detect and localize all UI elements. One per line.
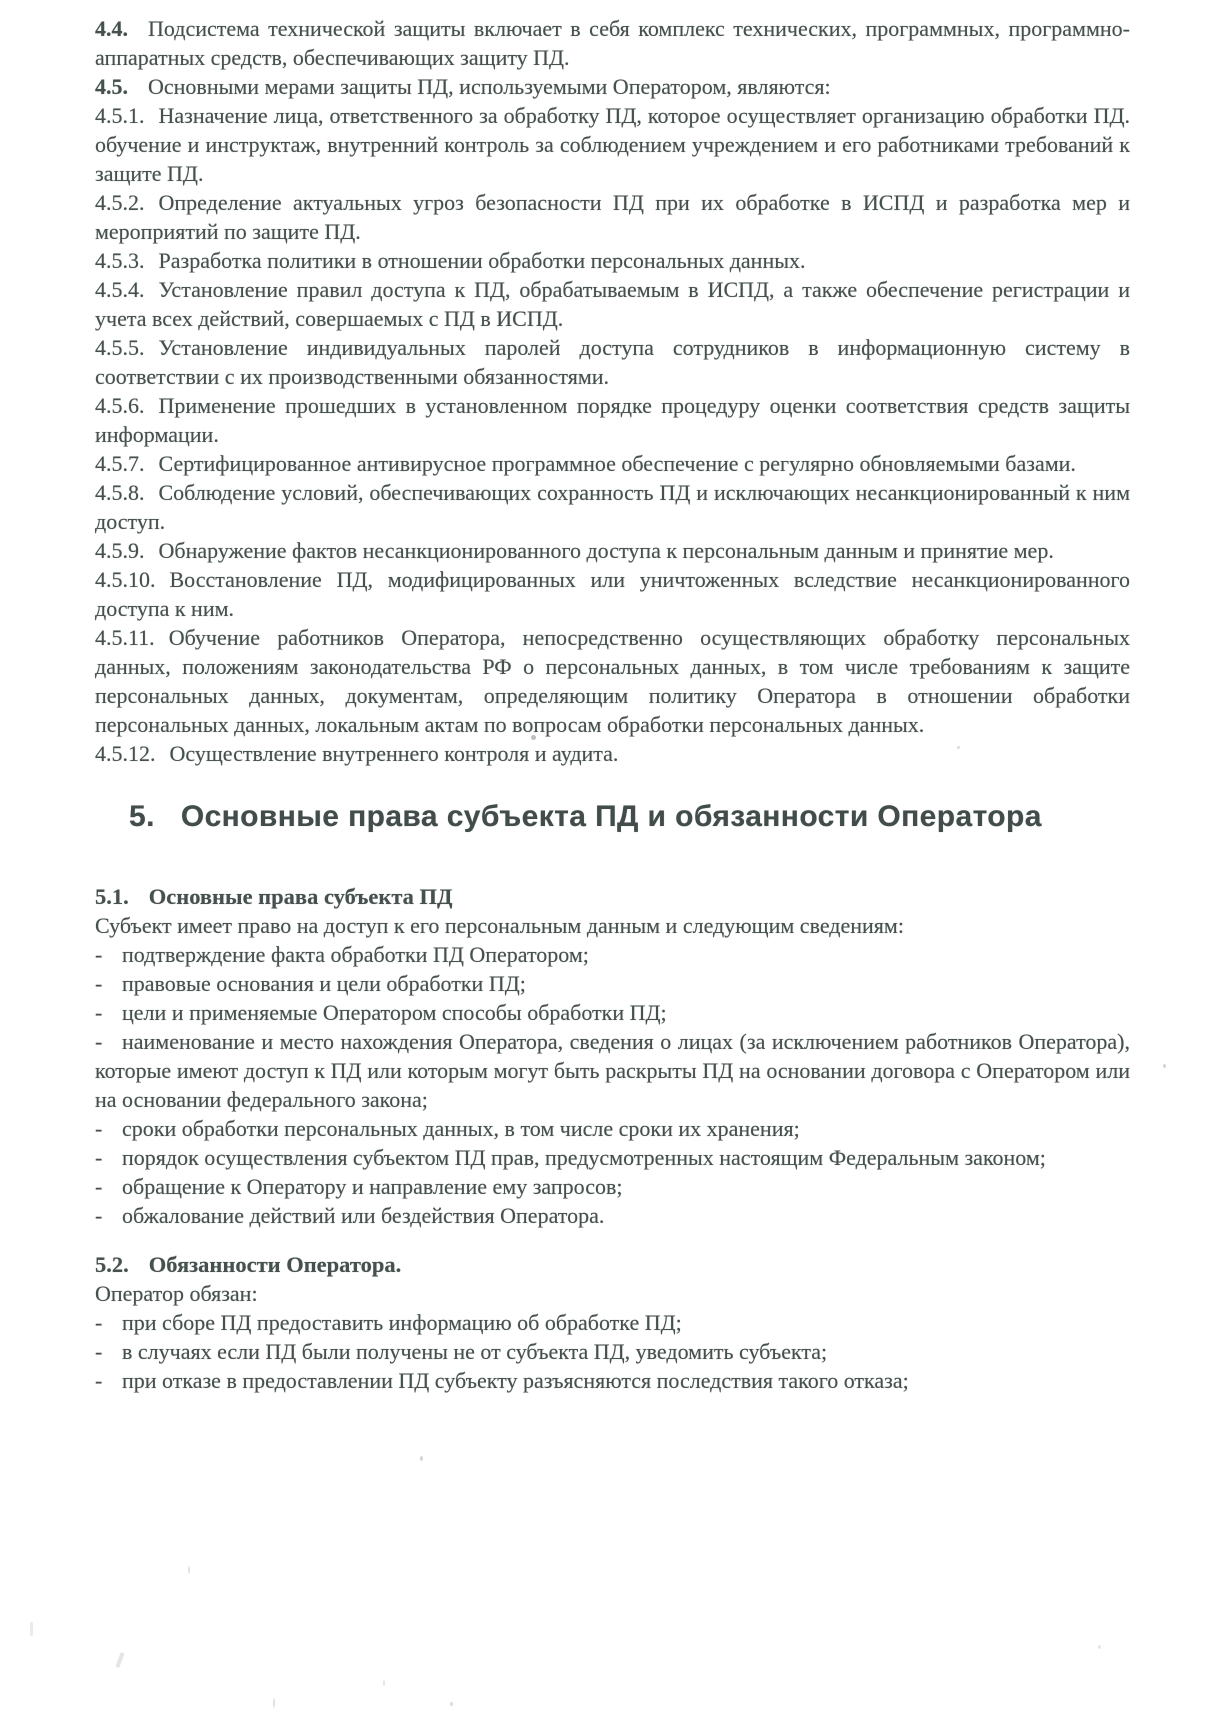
bullet-item <box>95 998 1130 1027</box>
paragraph-4-5-3 <box>95 246 1130 275</box>
bullet-item <box>95 1114 1130 1143</box>
paragraph-number: 4.5.7. <box>95 451 145 476</box>
section-5-2-bullets <box>95 1308 1130 1395</box>
bullet-text: обращение к Оператору и направление ему запросов; <box>122 1174 623 1199</box>
bullet-text: цели и применяемые Оператором способы обработки ПД; <box>122 1000 667 1025</box>
bullet-dash: - <box>95 1000 103 1025</box>
section-5-1-intro: Субъект имеет право на доступ к его персональным данным и следующим сведениям: <box>95 913 904 938</box>
bullet-dash: - <box>95 1310 103 1335</box>
section-5-1-bullets <box>95 940 1130 1230</box>
scan-artifact <box>273 1698 275 1708</box>
paragraph-text: Сертифицированное антивирусное программное обеспечение с регулярно обновляемыми базами. <box>158 451 1076 476</box>
scan-artifact <box>383 1680 385 1686</box>
scan-artifact <box>957 746 960 749</box>
bullet-item <box>95 969 1130 998</box>
bullet-text: при сборе ПД предоставить информацию об обработке ПД; <box>122 1310 682 1335</box>
paragraph-number: 4.5.11. <box>95 625 155 650</box>
scan-artifact <box>30 1622 33 1636</box>
bullet-text: порядок осуществления субъектом ПД прав, предусмотренных настоящим Федеральным законом; <box>122 1145 1046 1170</box>
paragraph-text: Осуществление внутреннего контроля и аудита. <box>169 741 619 766</box>
section-4-paragraphs <box>95 14 1130 768</box>
paragraph-4-5-12 <box>95 739 1130 768</box>
section-5-heading <box>129 798 1130 836</box>
bullet-dash: - <box>95 1339 103 1364</box>
bullet-dash: - <box>95 1368 103 1393</box>
scan-artifact <box>1098 1645 1101 1649</box>
spacer <box>95 862 1130 882</box>
bullet-dash: - <box>95 1116 103 1141</box>
bullet-text: сроки обработки персональных данных, в том числе сроки их хранения; <box>122 1116 800 1141</box>
paragraph-text: Соблюдение условий, обеспечивающих сохранность ПД и исключающих несанкционированный к ним доступ. <box>95 480 1130 534</box>
paragraph-4-5-9 <box>95 536 1130 565</box>
bullet-dash: - <box>95 1145 103 1170</box>
paragraph-number: 4.5.3. <box>95 248 145 273</box>
section-5-2-title: Обязанности Оператора. <box>148 1252 402 1277</box>
paragraph-number: 4.5.5. <box>95 335 145 360</box>
paragraph-text: Обнаружение фактов несанкционированного доступа к персональным данным и принятие мер. <box>158 538 1054 563</box>
paragraph-text: Обучение работников Оператора, непосредственно осуществляющих обработку персональных данных, положениям законодательства РФ о персональных данных, в том числе требованиям к защите персональных данных, документам, определяющим политику Оператора в отношении обработки персональных данных, локальным актам по вопросам обработки персональных данных. <box>95 625 1130 737</box>
section-5-title: Основные права субъекта ПД и обязанности Оператора <box>180 800 1042 833</box>
paragraph-4-5-6 <box>95 391 1130 449</box>
paragraph-number: 4.4. <box>95 16 128 41</box>
section-5-1-heading <box>95 882 1130 911</box>
scan-artifact <box>115 1652 124 1668</box>
scan-artifact <box>420 1456 423 1461</box>
paragraph-4-5-7 <box>95 449 1130 478</box>
bullet-item <box>95 1172 1130 1201</box>
bullet-item <box>95 1027 1130 1114</box>
paragraph-4-5-8 <box>95 478 1130 536</box>
section-5-1-number: 5.1. <box>95 884 129 909</box>
paragraph-text: Разработка политики в отношении обработки персональных данных. <box>158 248 806 273</box>
paragraph-number: 4.5.1. <box>95 103 145 128</box>
section-5-2-heading <box>95 1250 1130 1279</box>
scan-artifact <box>1163 1064 1166 1068</box>
scan-artifact <box>531 735 536 740</box>
bullet-dash: - <box>95 1203 103 1228</box>
spacer <box>95 1230 1130 1250</box>
paragraph-4-5-11 <box>95 623 1130 739</box>
paragraph-text: Определение актуальных угроз безопасности ПД при их обработке в ИСПД и разработка мер и мероприятий по защите ПД. <box>95 190 1130 244</box>
bullet-item <box>95 1308 1130 1337</box>
paragraph-number: 4.5.12. <box>95 741 156 766</box>
bullet-text: при отказе в предоставлении ПД субъекту разъясняются последствия такого отказа; <box>122 1368 909 1393</box>
bullet-dash: - <box>95 1029 103 1054</box>
bullet-text: правовые основания и цели обработки ПД; <box>122 971 526 996</box>
paragraph-number: 4.5.8. <box>95 480 145 505</box>
section-5-2-intro: Оператор обязан: <box>95 1281 258 1306</box>
paragraph-4-4 <box>95 14 1130 72</box>
bullet-item <box>95 1366 1130 1395</box>
bullet-item <box>95 1201 1130 1230</box>
section-5-2-number: 5.2. <box>95 1252 129 1277</box>
paragraph-number: 4.5.6. <box>95 393 145 418</box>
paragraph-number: 4.5.4. <box>95 277 145 302</box>
section-5-number: 5. <box>129 800 155 833</box>
paragraph-number: 4.5.10. <box>95 567 156 592</box>
paragraph-4-5-10 <box>95 565 1130 623</box>
bullet-dash: - <box>95 1174 103 1199</box>
bullet-text: обжалование действий или бездействия Оператора. <box>122 1203 605 1228</box>
bullet-dash: - <box>95 971 103 996</box>
bullet-dash: - <box>95 942 103 967</box>
paragraph-4-5-2 <box>95 188 1130 246</box>
section-5-1-title: Основные права субъекта ПД <box>148 884 453 909</box>
paragraph-4-5-4 <box>95 275 1130 333</box>
paragraph-text: Установление индивидуальных паролей доступа сотрудников в информационную систему в соответствии с их производственными обязанностями. <box>95 335 1130 389</box>
bullet-text: подтверждение факта обработки ПД Оператором; <box>122 942 589 967</box>
paragraph-4-5-5 <box>95 333 1130 391</box>
paragraph-text: Основными мерами защиты ПД, используемыми Оператором, являются: <box>148 74 831 99</box>
bullet-item <box>95 1143 1130 1172</box>
paragraph-4-5 <box>95 72 1130 101</box>
paragraph-text: Установление правил доступа к ПД, обрабатываемым в ИСПД, а также обеспечение регистрации и учета всех действий, совершаемых с ПД в ИСПД. <box>95 277 1130 331</box>
paragraph-text: Восстановление ПД, модифицированных или уничтоженных вследствие несанкционированного доступа к ним. <box>95 567 1130 621</box>
paragraph-4-5-1 <box>95 101 1130 188</box>
paragraph-text: Применение прошедших в установленном порядке процедуру оценки соответствия средств защиты информации. <box>95 393 1130 447</box>
paragraph-number: 4.5.2. <box>95 190 145 215</box>
paragraph-text: Подсистема технической защиты включает в себя комплекс технических, программных, программно-аппаратных средств, обеспечивающих защиту ПД. <box>95 16 1130 70</box>
bullet-text: в случаях если ПД были получены не от субъекта ПД, уведомить субъекта; <box>122 1339 828 1364</box>
paragraph-text: Назначение лица, ответственного за обработку ПД, которое осуществляет организацию обработки ПД. обучение и инструктаж, внутренний контроль за соблюдением учреждением и его работниками требований к защите ПД. <box>95 103 1130 186</box>
paragraph-number: 4.5.9. <box>95 538 145 563</box>
bullet-item <box>95 1337 1130 1366</box>
bullet-item <box>95 940 1130 969</box>
scan-artifact <box>450 1702 453 1706</box>
bullet-text: наименование и место нахождения Оператора, сведения о лицах (за исключением работников Оператора), которые имеют доступ к ПД или которым могут быть раскрыты ПД на основании договора с Оператором или на основании федерального закона; <box>95 1029 1130 1112</box>
scan-artifact <box>188 1566 190 1574</box>
paragraph-number: 4.5. <box>95 74 128 99</box>
